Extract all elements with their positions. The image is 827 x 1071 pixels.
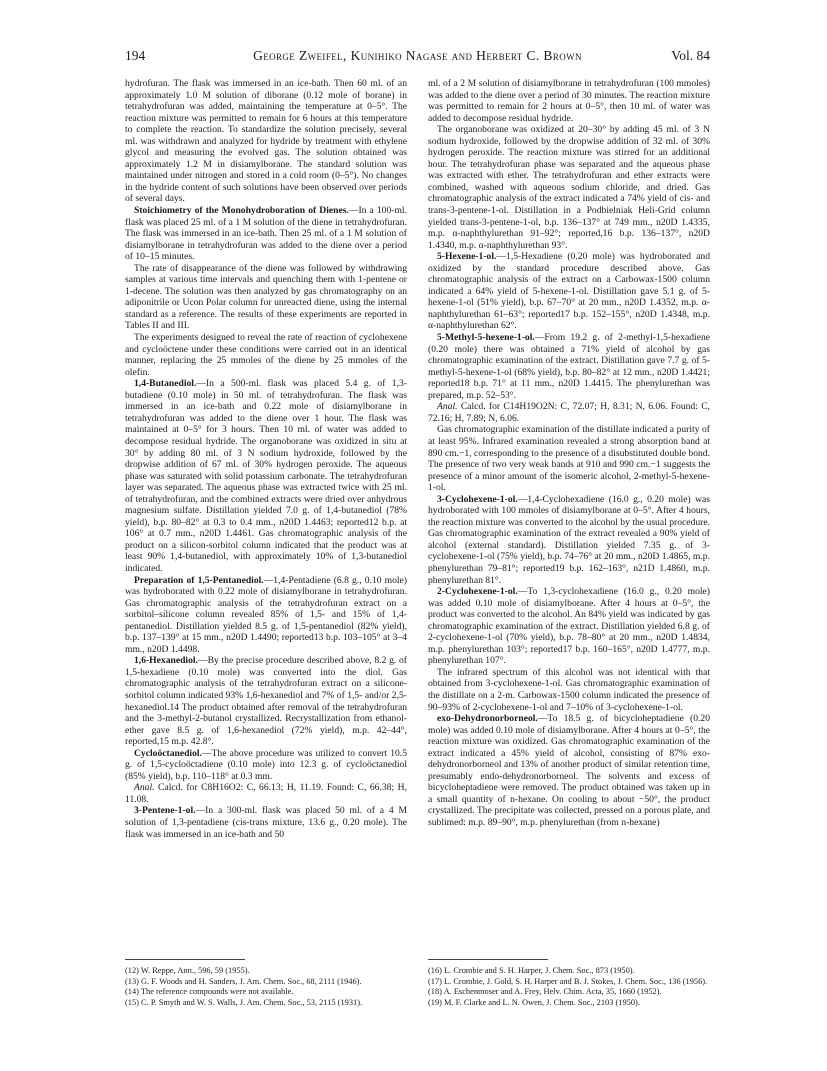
paragraph-text: —1,5-Hexadiene (0.20 mole) was hydroborated and oxidized by the standard procedure described above. Gas chromatographic analysis of the extract on a Carbowax-1500 column indicated a 64% yield of 5-hexene-1-ol. Distillation gave 5.1 g. of 5-hexene-1-ol (51% yield), b.p. 67–70° at 20 mm., n20D 1.4352, m.p. α-naphthylurethan 61–63°; reported17 b.p. 152–155°, n20D 1.4348, m.p. α-naphthylurethan 62°. xyxy=(428,251,710,332)
paragraph xyxy=(125,263,407,332)
analysis-label: Anal. xyxy=(437,401,458,413)
paragraph-text: Gas chromatographic examination of the distillate indicated a purity of at least 95%. Infrared examination revealed a strong absorption band at 890 cm.−1, corresponding to the presence of a disubstituted double bond. The presence of two very weak bands at 910 and 990 cm.−1 suggests the presence of a minor amount of the isomeric alcohol, 2-methyl-5-hexene-1-ol. xyxy=(428,424,710,494)
footnote: (17) L. Crombie, J. Gold, S. H. Harper and B. J. Stokes, J. Chem. Soc., 136 (1956). xyxy=(428,976,708,986)
paragraph xyxy=(125,748,407,783)
paragraph xyxy=(125,332,407,378)
section-heading: 5-Hexene-1-ol. xyxy=(437,251,497,263)
section-heading: 3-Cyclohexene-1-ol. xyxy=(437,493,518,505)
footnote: (13) G. F. Woods and H. Sanders, J. Am. Chem. Soc., 68, 2111 (1946). xyxy=(125,976,362,986)
paragraph-text: The infrared spectrum of this alcohol was not identical with that obtained from 3-cyclohexene-1-ol. Gas chromatographic examination of the distillate on a 2-m. Carbowax-1500 column indicated the presence of 90–93% of 2-cyclohexene-1-ol and 7–10% of 3-cyclohexene-1-ol. xyxy=(428,666,710,713)
paragraph-text: ml. of a 2 M solution of disiamylborane in tetrahydrofuran (100 mmoles) was added to the diene over a period of 30 minutes. The reaction mixture was permitted to remain for 2 hours at 0–5°, then 10 ml. of water was added to decompose residual hydride. xyxy=(428,78,710,124)
paragraph xyxy=(428,124,710,251)
paragraph xyxy=(125,575,407,656)
paragraph-text: The experiments designed to reveal the rate of reaction of cyclohexene and cycloöctene under these conditions were carried out in an identical manner, replacing the 25 mmoles of the diene by 25 mmoles of the olefin. xyxy=(125,332,407,378)
paragraph-text: —To 18.5 g. of bicycloheptadiene (0.20 mole) was added 0.10 mole of disiamylborane. After 4 hours at 0–5°, the reaction mixture was oxidized. Gas chromatographic examination of the extract indicated a 45% yield of alcohol, consisting of 87% exo-dehydronorborneol and 13% of another product of similar retention time, presumably endo-dehydronorborneol. The solvents and excess of bicycloheptadiene were removed. The product obtained was taken up in a small quantity of n-hexane. On cooling to about −50°, the product crystallized. The precipitate was collected, pressed on a porous plate, and sublimed: m.p. 89–90°, m.p. phenylurethan (from n-hexane) xyxy=(428,713,710,828)
section-heading: 1,6-Hexanediol. xyxy=(134,655,198,667)
paragraph-text: —To 1,3-cyclohexadiene (16.0 g., 0.20 mole) was added 0.10 mole of disiamylborane. After 4 hours at 0–5°, the product was converted to the alcohol. An 84% yield was indicated by gas chromatographic examination of the extract. Distillation yielded 6.8 g. of 2-cyclohexene-1-ol (70% yield), b.p. 78–80° at 20 mm., n20D 1.4834, m.p. phenylurethan 103°; reported17 b.p. 160–165°, n20D 1.4777, m.p. phenylurethan 107°. xyxy=(428,586,710,667)
paragraph-text: The organoborane was oxidized at 20–30° by adding 45 ml. of 3 N sodium hydroxide, followed by the dropwise addition of 32 ml. of 30% hydrogen peroxide. The reaction mixture was stirred for an additional hour. The tetrahydrofuran phase was separated and the aqueous phase was extracted with ether. The tetrahydrofuran and ether extracts were combined, washed with aqueous sodium chloride, and dried. Gas chromatographic analysis of the extract indicated a 74% yield of cis- and trans-3-pentene-1-ol. Distillation in a Podbielniak Heli-Grid column yielded trans-3-pentene-1-ol, b.p. 136–137° at 749 mm., n20D 1.4335, m.p. α-naphthylurethan 91–92°; reported,16 b.p. 136–137°, n20D 1.4340, m.p. α-naphthylurethan 93°. xyxy=(428,124,710,251)
paragraph xyxy=(125,378,407,574)
footnote: (19) M. F. Clarke and L. N. Owen, J. Chem. Soc., 2103 (1950). xyxy=(428,997,640,1007)
left-text-column xyxy=(125,78,407,840)
paragraph xyxy=(428,401,710,424)
paragraph-text: —1,4-Pentadiene (6.8 g., 0.10 mole) was hydroborated with 0.22 mole of disiamylborane in tetrahydrofuran. Gas chromatographic analysis of the tetrahydrofuran extract on a sorbitol–silicone column revealed 85% of 1,5- and 15% of 1,4-pentanediol. Distillation yielded 8.5 g. of 1,5-pentanediol (82% yield), b.p. 137–139° at 15 mm., n20D 1.4490; reported13 b.p. 103–105° at 3–4 mm., n20D 1.4498. xyxy=(125,574,407,655)
paragraph-text: —In a 100-ml. flask was placed 25 ml. of a 1 M solution of the diene in tetrahydrofuran. The flask was immersed in an ice-bath. Then 25 ml. of a 1 M solution of disiamylborane in tetrahydrofuran was added to the diene over a period of 10–15 minutes. xyxy=(125,205,407,263)
paragraph xyxy=(125,205,407,263)
paragraph-text: Calcd. for C8H16O2: C, 66.13; H, 11.19. Found: C, 66.38; H, 11.08. xyxy=(125,782,407,805)
section-heading: Preparation of 1,5-Pentanediol. xyxy=(134,574,264,586)
footnotes-left xyxy=(125,966,407,1008)
footnote-rule-left xyxy=(125,959,245,960)
paragraph xyxy=(428,424,710,493)
paragraph-text: hydrofuran. The flask was immersed in an ice-bath. Then 60 ml. of an approximately 1.0 M solution of diborane (0.12 mole of borane) in tetrahydrofuran was added, maintaining the temperature at 0–5°. The reaction mixture was permitted to remain for 6 hours at this temperature to complete the reaction. To standardize the solution precisely, several ml. was withdrawn and analyzed for hydride by treatment with ethylene glycol and measuring the evolved gas. The solution obtained was approximately 1.2 M in disiamylborane. The standard solution was maintained under nitrogen and stored in a cold room (0–5°). No changes in the hydride content of such solutions have been observed over periods of several days. xyxy=(125,78,407,205)
paragraph xyxy=(428,586,710,667)
paragraph xyxy=(125,805,407,840)
footnote: (15) C. P. Smyth and W. S. Walls, J. Am. Chem. Soc., 53, 2115 (1931). xyxy=(125,997,363,1007)
paragraph xyxy=(125,78,407,205)
footnote: (12) W. Reppe, Ann., 596, 59 (1955). xyxy=(125,966,250,975)
footnote-rule-right xyxy=(428,959,548,960)
section-heading: 5-Methyl-5-hexene-1-ol. xyxy=(437,332,535,344)
footnotes-right xyxy=(428,966,710,1008)
paragraph xyxy=(125,655,407,747)
analysis-label: Anal. xyxy=(134,782,155,794)
footnote: (14) The reference compounds were not available. xyxy=(125,987,294,997)
paragraph-text: —In a 500-ml. flask was placed 5.4 g. of 1,3-butadiene (0.10 mole) in 50 ml. of tetrahydrofuran. The flask was immersed in an ice-bath and 0.22 mole of disiamylborane in tetrahydrofuran was added to the diene over 1 hour. The flask was maintained at 0–5° for 3 hours. Then 10 ml. of water was added to decompose residual hydride. The organoborane was oxidized in situ at 30° by adding 80 ml. of 3 N sodium hydroxide, followed by the dropwise addition of 67 ml. of 30% hydrogen peroxide. The aqueous phase was saturated with solid potassium carbonate. The tetrahydrofuran layer was separated. The aqueous phase was extracted twice with 25 ml. of tetrahydrofuran, and the combined extracts were dried over anhydrous magnesium sulfate. Distillation yielded 7.0 g. of 1,4-butanediol (78% yield), b.p. 80–82° at 0.3 to 0.4 mm., n20D 1.4463; reported12 b.p. at 106° at 0.7 mm., n20D 1.4461. Gas chromatographic analysis of the product on a silicon-sorbitol column indicated that the product was at least 90% 1,4-butanediol, with approximately 10% of 1,3-butanediol indicated. xyxy=(125,378,407,574)
paragraph-text: —1,4-Cyclohexadiene (16.0 g., 0.20 mole) was hydroborated with 100 mmoles of disiamylborane at 0–5°. After 4 hours, the reaction mixture was converted to the alcohol by the usual procedure. Gas chromatographic examination of the extract revealed a 90% yield of alcohol (external standard). Distillation yielded 7.35 g. of 3-cyclohexene-1-ol (75% yield), b.p. 74–76° at 20 mm., n20D 1.4865, m.p. phenylurethan 79–81°; reported19 b.p. 162–163°, n21D 1.4860, m.p. phenylurethan 81°. xyxy=(428,493,710,586)
paragraph-text: —The above procedure was utilized to convert 10.5 g. of 1,5-cycloöctadiene (0.10 mole) into 12.3 g. of cycloöctanediol (85% yield), b.p. 110–118° at 0.3 mm. xyxy=(125,747,407,782)
section-heading: 1,4-Butanediol. xyxy=(134,378,197,390)
section-heading: Stoichiometry of the Monohydroboration of Dienes. xyxy=(134,205,349,217)
section-heading: exo-Dehydronorborneol. xyxy=(437,713,538,725)
footnote: (18) A. Eschenmoser and A. Frey, Helv. Chim. Acta, 35, 1660 (1952). xyxy=(428,987,662,997)
paragraph-text: The rate of disappearance of the diene was followed by withdrawing samples at various time intervals and quenching them with 1-pentene or 1-decene. The solution was then analyzed by gas chromatography on an adiponitrile or Ucon Polar column for unreacted diene, using the internal standard as a reference. The results of these experiments are reported in Tables II and III. xyxy=(125,262,407,332)
page-number: 194 xyxy=(125,48,146,63)
paragraph-text: —From 19.2 g. of 2-methyl-1,5-hexadiene (0.20 mole) there was obtained a 71% yield of alcohol by gas chromatographic examination of the extract. Distillation gave 7.7 g. of 5-methyl-5-hexene-1-ol (68% yield), b.p. 80–82° at 12 mm., n20D 1.4421; reported18 b.p. 71° at 11 mm., n20D 1.4415. The phenylurethan was prepared, m.p. 52–53°. xyxy=(428,332,710,401)
right-text-column xyxy=(428,78,710,829)
paragraph-text: —By the precise procedure described above, 8.2 g. of 1,5-hexadiene (0.10 mole) was converted into the diol. Gas chromatographic analysis of the tetrahydrofuran extract on a silicone-sorbitol column indicated 93% 1,6-hexanediol and 7% of 1,5- and/or 2,5-hexanediol.14 The product obtained after removal of the tetrahydrofuran and the 3-methyl-2-butanol crystallized. Recrystallization from ethanol-ether gave 8.5 g. of 1,6-hexanediol (72% yield), m.p. 42–44°, reported,15 m.p. 42.8°. xyxy=(125,655,407,748)
volume-label: Vol. 84 xyxy=(671,48,710,63)
running-header xyxy=(125,48,710,64)
paragraph xyxy=(428,713,710,828)
paragraph xyxy=(428,667,710,713)
section-heading: 3-Pentene-1-ol. xyxy=(134,805,196,817)
paragraph xyxy=(428,78,710,124)
paragraph xyxy=(428,332,710,401)
paragraph xyxy=(428,494,710,586)
section-heading: 2-Cyclohexene-1-ol. xyxy=(437,586,518,598)
paragraph-text: Calcd. for C14H19O2N: C, 72.07; H, 8.31; N, 6.06. Found: C, 72.16; H, 7.89; N, 6.06. xyxy=(428,401,710,424)
paragraph xyxy=(125,782,407,805)
paragraph-text: —In a 300-ml. flask was placed 50 ml. of a 4 M solution of 1,3-pentadiene (cis-trans mixture, 13.6 g., 0.20 mole). The flask was immersed in an ice-bath and 50 xyxy=(125,805,407,840)
footnote: (16) L. Crombie and S. H. Harper, J. Chem. Soc., 873 (1950). xyxy=(428,966,635,975)
paragraph xyxy=(428,251,710,332)
section-heading: Cycloöctanediol. xyxy=(134,747,202,759)
running-title: George Zweifel, Kunihiko Nagase and Herbert C. Brown xyxy=(253,48,582,63)
